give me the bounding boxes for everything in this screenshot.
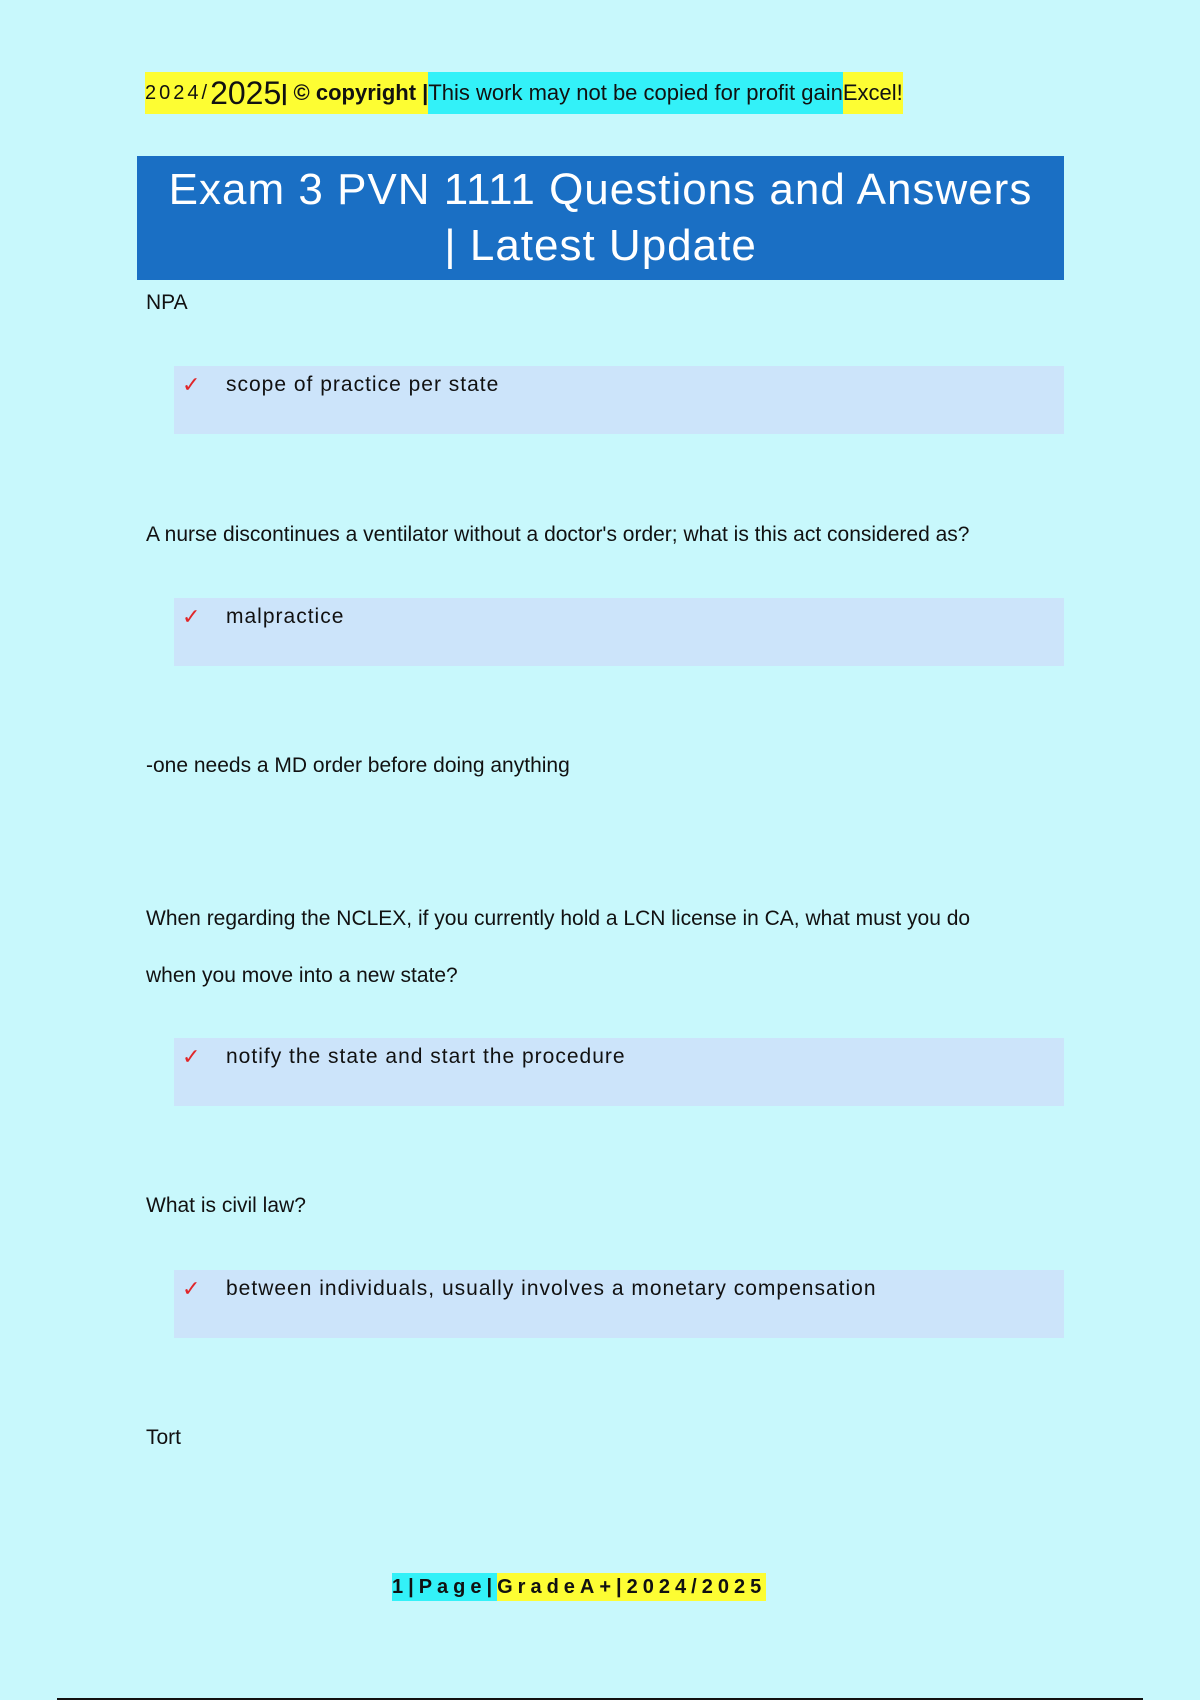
- question-ventilator: A nurse discontinues a ventilator without a doctor's order; what is this act considered as?: [146, 523, 970, 546]
- check-mark-icon: ✓: [182, 372, 201, 397]
- answer-box-civil-law: [174, 1270, 1064, 1338]
- check-mark-icon: ✓: [182, 1044, 201, 1069]
- answer-box-npa: [174, 366, 1064, 434]
- header-year-big: 2025: [210, 72, 281, 114]
- header-excel: Excel!: [843, 72, 903, 114]
- answer-text-civil-law: between individuals, usually involves a monetary compensation: [226, 1277, 877, 1300]
- header-notice: This work may not be copied for profit gain: [428, 72, 843, 114]
- answer-text-npa: scope of practice per state: [226, 373, 500, 396]
- check-mark-icon: ✓: [182, 1276, 201, 1301]
- question-nclex-line-2: when you move into a new state?: [146, 964, 458, 987]
- header-copyright: | © copyright |: [281, 72, 428, 114]
- title-banner: [137, 156, 1064, 280]
- page-title-line-1: Exam 3 PVN 1111 Questions and Answers: [168, 165, 1033, 214]
- answer-box-ventilator: [174, 598, 1064, 666]
- footer-page-number: 1|Page|: [392, 1573, 497, 1601]
- note-md-order: -one needs a MD order before doing anything: [146, 754, 570, 777]
- footer-year: 2025: [702, 1573, 767, 1601]
- answer-text-nclex: notify the state and start the procedure: [226, 1045, 626, 1068]
- answer-box-nclex: [174, 1038, 1064, 1106]
- question-npa: NPA: [146, 291, 188, 314]
- question-civil-law: What is civil law?: [146, 1194, 306, 1217]
- footer-grade: GradeA+|2024/: [497, 1573, 702, 1601]
- page-footer: [392, 1573, 766, 1601]
- copyright-header: [145, 72, 903, 114]
- question-tort: Tort: [146, 1426, 182, 1449]
- page-title-line-2: | Latest Update: [444, 221, 757, 270]
- question-nclex-line-1: When regarding the NCLEX, if you currently hold a LCN license in CA, what must you do: [146, 907, 971, 930]
- header-year-small: 2024/: [145, 72, 210, 114]
- answer-text-ventilator: malpractice: [226, 605, 345, 628]
- check-mark-icon: ✓: [182, 604, 201, 629]
